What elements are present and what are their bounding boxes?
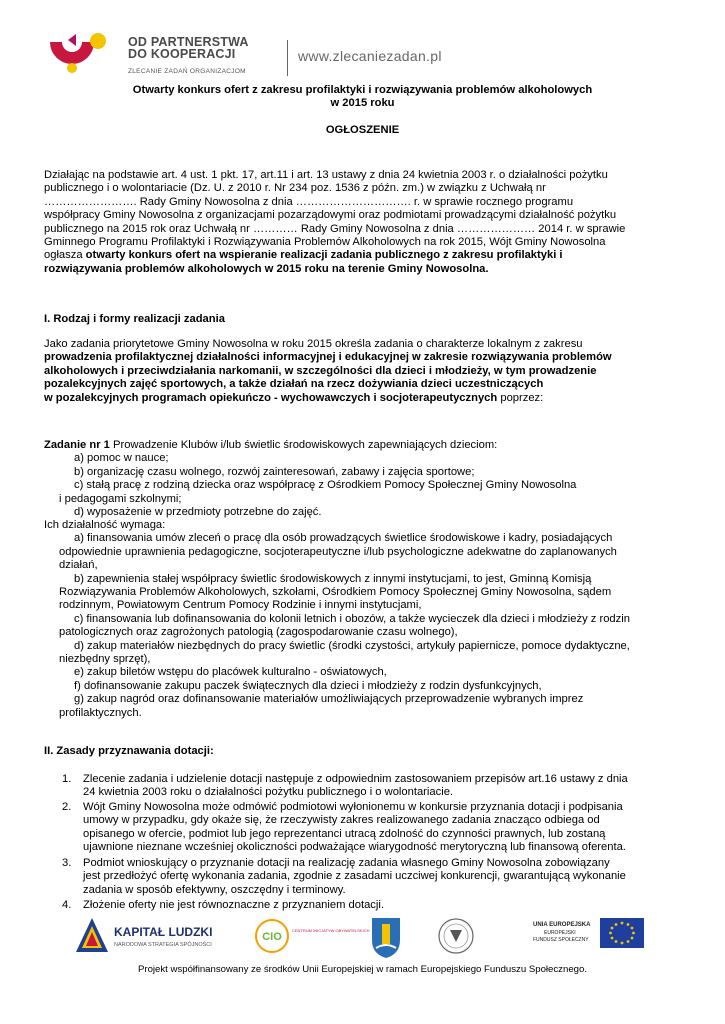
- cio-mark: CIO: [262, 931, 282, 943]
- eu-subtitle-1: EUROPEJSKI: [544, 930, 576, 936]
- org-subtitle: ZLECANIE ZADAŃ ORGANIZACJOM: [128, 68, 246, 75]
- list-item: 1. Zlecenie zadania i udzielenie dotacji następuje z odpowiednim zastosowaniem przepisów art.16 ustawy z dnia 24 kwietnia 2003 roku o działalności pożytku publicznego i o wolontariacie.: [62, 773, 628, 799]
- task-1-block: Zadanie nr 1 Prowadzenie Klubów i/lub świetlic środowiskowych zapewniających dzieciom: a) pomoc w nauce; b) organizację czasu wolnego, rozwój zainteresowań, zabawy i zajęcia sportowe; c) stałą pracę z rodziną dziecka oraz współpracę z Ośrodkiem Pomocy Społecznej Gminy Nowosolna i pedagogami szkolnymi; d) wyposażenie w przedmioty potrzebne do zajęć.: [44, 439, 681, 519]
- document-title: Otwarty konkurs ofert z zakresu profilaktyki i rozwiązywania problemów alkoholowych w 2015 roku: [132, 84, 593, 110]
- section-1-heading: I. Rodzaj i formy realizacji zadania: [44, 313, 225, 325]
- list-item: d) wyposażenie w przedmioty potrzebne do zajęć.: [74, 506, 322, 519]
- eu-logo-icon: [533, 918, 644, 948]
- list-item: a) finansowania umów zleceń o pracę dla osób prowadzących świetlice środowiskowe i kadry, posiadających: [74, 532, 613, 545]
- list-item: i pedagogami szkolnymi;: [59, 492, 182, 505]
- list-item: c) stałą pracę z rodziną dziecka oraz współpracę z Ośrodkiem Pomocy Społecznej Gminy Nowosolna: [74, 479, 577, 492]
- requirements-block: Ich działalność wymaga: a) finansowania umów zleceń o pracę dla osób prowadzących świetlice środowiskowe i kadry, posiadających odpowiednie uprawnienia pedagogiczne, socjoterapeutyczne i/lub psychologiczne adekwatne do zaplanowanych działań, b) zapewnienia stałej współpracy świetlic środowiskowych z innymi instytucjami, to jest, Gminną Komisją Rozwiązywania Problemów Alkoholowych, szkołami, Ośrodkiem Pomocy Społecznej Gminy Nowosolna, sądem rodzinnym, Powiatowym Centrum Pomocy Rodzinie i innymi instytucjami, c) finansowania lub dofinansowania do kolonii letnich i obozów, a także wycieczek dla dzieci i młodzieży z rodzin patologicznych oraz zagrożonych patologią (zagospodarowanie czasu wolnego), d) zakup materiałów niezbędnych do pracy świetlic (środki czystości, artykuły papiernicze, pomoce dydaktyczne, niezbędny sprzęt), e) zakup biletów wstępu do placówek kulturalno - oświatowych, f) dofinansowanie zakupu paczek świątecznych dla dzieci i młodzieży z rodzin dysfunkcyjnych, g) zakup nagród oraz dofinansowanie materiałów umożliwiających przeprowadzenie wybranych imprez profilaktycznych.: [44, 519, 681, 720]
- cio-text: CENTRUM INICJATYW OBYWATELSKICH: [292, 928, 370, 933]
- list-item: a) pomoc w nauce;: [74, 452, 169, 465]
- list-item: c) finansowania lub dofinansowania do kolonii letnich i obozów, a także wycieczek dla dzieci i młodzieży z rodzin: [74, 612, 630, 625]
- funding-logos-strip: [70, 912, 660, 964]
- list-item: b) zapewnienia stałej współpracy świetlic środowiskowych z innymi instytucjami, to jest, Gminną Komisją: [74, 572, 592, 585]
- section-1-paragraph: Jako zadania priorytetowe Gminy Nowosolna w roku 2015 określa zadania o charakterze lokalnym z zakresu prowadzenia profilaktycznej działalności informacyjnej i edukacyjnej w zakresie rozwiązywania problemów alkoholowych i przeciwdziałania narkomanii, w szczególności dla dzieci i młodzieży, w tym prowadzenie pozalekcyjnych zajęć sportowych, a także działań na rzecz dożywiania dzieci uczestniczących w pozalekcyjnych programach opiekuńczo - wychowawczych i socjoterapeutycznych poprzez:: [44, 338, 612, 404]
- header: [40, 28, 690, 83]
- footer-caption: Projekt współfinansowany ze środków Unii Europejskiej w ramach Europejskiego Funduszu Społecznego.: [137, 964, 587, 975]
- list-item: b) organizację czasu wolnego, rozwój zainteresowań, zabawy i zajęcia sportowe;: [74, 465, 475, 478]
- university-seal-icon: [439, 919, 473, 953]
- list-item: 2. Wójt Gminy Nowosolna może odmówić podmiotowi wyłonionemu w konkursie przyznania dotacji i podpisania umowy w przypadku, gdy okaże się, że rzeczywisty zakres realizowanego zadania znacząco odbiega od opisanego w ofercie, podmiot lub jego reprezentanci utracą zdolność do czynności prawnych, lub zostaną ujawnione nieznane wcześniej okoliczności podważające wiarygodność merytoryczną lub finansową oferenta.: [62, 801, 626, 854]
- cio-logo-icon: [256, 920, 370, 952]
- list-item: 4. Złożenie oferty nie jest równoznaczne z przyznaniem dotacji.: [62, 899, 384, 911]
- website-link[interactable]: www.zlecaniezadan.pl: [298, 48, 442, 64]
- eu-subtitle-2: FUNDUSZ SPOŁECZNY: [533, 937, 589, 943]
- intro-paragraph: Działając na podstawie art. 4 ust. 1 pkt. 17, art.11 i art. 13 ustawy z dnia 24 kwietnia 2003 r. o działalności pożytku publicznego i o wolontariacie (Dz. U. z 2010 r. Nr 234 poz. 1536 z późn. zm.) w związku z Uchwałą nr ……………………. Rady Gminy Nowosolna z dnia …………………………. r. w sprawie rocznego programu współpracy Gminy Nowosolna z organizacjami pozarządowymi oraz podmiotami prowadzącymi działalność pożytku publicznego na 2015 rok oraz Uchwałą nr ………… Rady Gminy Nowosolna z dnia ………………… 2014 r. w sprawie Gminnego Programu Profilaktyki i Rozwiązywania Problemów Alkoholowych na rok 2015, Wójt Gminy Nowosolna ogłasza otwarty konkurs ofert na wspieranie realizacji zadania publicznego z zakresu profilaktyki i rozwiązywania problemów alkoholowych w 2015 roku na terenie Gminy Nowosolna.: [44, 169, 626, 275]
- org-name: OD PARTNERSTWA DO KOOPERACJI: [128, 35, 249, 61]
- list-item: f) dofinansowanie zakupu paczek świątecznych dla dzieci i młodzieży z rodzin dysfunkcyjnych,: [74, 679, 542, 692]
- partnership-logo-icon: [46, 32, 112, 82]
- kapital-ludzki-title: KAPITAŁ LUDZKI: [114, 925, 213, 939]
- list-item: g) zakup nagród oraz dofinansowanie materiałów umożliwiających przeprowadzenie wybranych imprez: [74, 693, 584, 706]
- kapital-ludzki-subtitle: NARODOWA STRATEGIA SPÓJNOŚCI: [114, 942, 212, 948]
- header-divider: [287, 40, 288, 76]
- list-item: d) zakup materiałów niezbędnych do pracy świetlic (środki czystości, artykuły papiernicze, pomoce dydaktyczne,: [74, 639, 630, 652]
- eu-title: UNIA EUROPEJSKA: [533, 922, 591, 928]
- list-item: e) zakup biletów wstępu do placówek kulturalno - oświatowych,: [74, 666, 387, 679]
- section-2-heading: II. Zasady przyznawania dotacji:: [44, 745, 214, 757]
- announcement-heading: OGŁOSZENIE: [325, 124, 400, 136]
- kapital-ludzki-logo-icon: [76, 918, 212, 952]
- gmina-coat-of-arms-icon: [372, 918, 400, 958]
- list-item: 3. Podmiot wnioskujący o przyznanie dotacji na realizację zadania własnego Gminy Nowosolna zobowiązany jest przedłożyć ofertę wykonania zadania, zgodnie z zasadami uczciwej konkurencji, gwarantującą wykonanie zadania w sposób efektywny, oszczędny i terminowy.: [62, 857, 626, 896]
